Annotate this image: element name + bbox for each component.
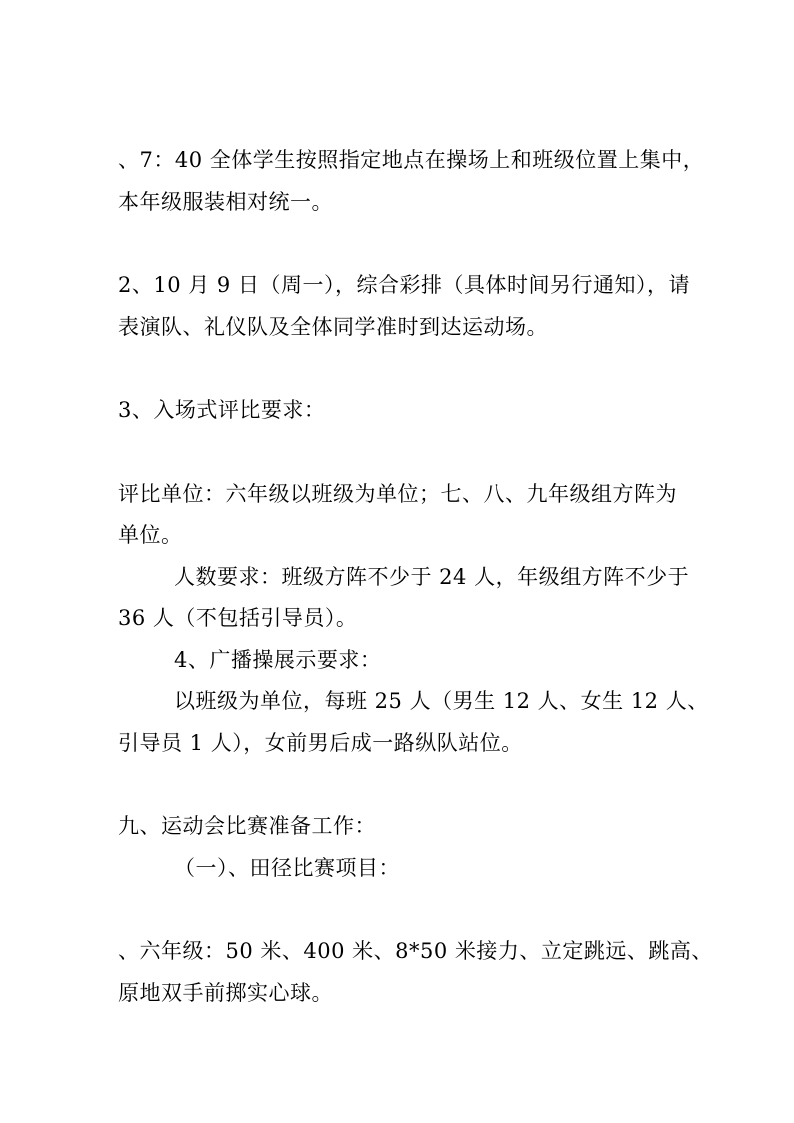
grade-six-events-line: 、六年级：50 米、400 米、8*50 米接力、立定跳远、跳高、 xyxy=(118,939,713,963)
broadcast-formation-line: 引导员 1 人），女前男后成一路纵队站位。 xyxy=(118,731,523,755)
track-field-heading: （一）、田径比赛项目： xyxy=(174,856,400,880)
uniform-line: 本年级服装相对统一。 xyxy=(118,190,333,214)
evaluation-unit-continuation: 单位。 xyxy=(118,523,183,547)
assembly-time-line: 、7：40 全体学生按照指定地点在操场上和班级位置上集中， xyxy=(118,148,705,172)
grade-six-events-continuation: 原地双手前掷实心球。 xyxy=(118,981,333,1005)
evaluation-unit-line: 评比单位：六年级以班级为单位；七、八、九年级组方阵为 xyxy=(118,482,677,506)
entrance-evaluation-heading: 3、入场式评比要求： xyxy=(118,398,326,422)
broadcast-class-line: 以班级为单位，每班 25 人（男生 12 人、女生 12 人、 xyxy=(174,689,709,713)
headcount-continuation: 36 人（不包括引导员）。 xyxy=(118,606,358,630)
rehearsal-participants-line: 表演队、礼仪队及全体同学准时到达运动场。 xyxy=(118,315,548,339)
rehearsal-line: 2、10 月 9 日（周一），综合彩排（具体时间另行通知），请 xyxy=(118,273,690,297)
section-nine-heading: 九、运动会比赛准备工作： xyxy=(118,814,376,838)
broadcast-exercise-heading: 4、广播操展示要求： xyxy=(174,648,382,672)
headcount-requirement-line: 人数要求：班级方阵不少于 24 人，年级组方阵不少于 xyxy=(174,565,690,589)
